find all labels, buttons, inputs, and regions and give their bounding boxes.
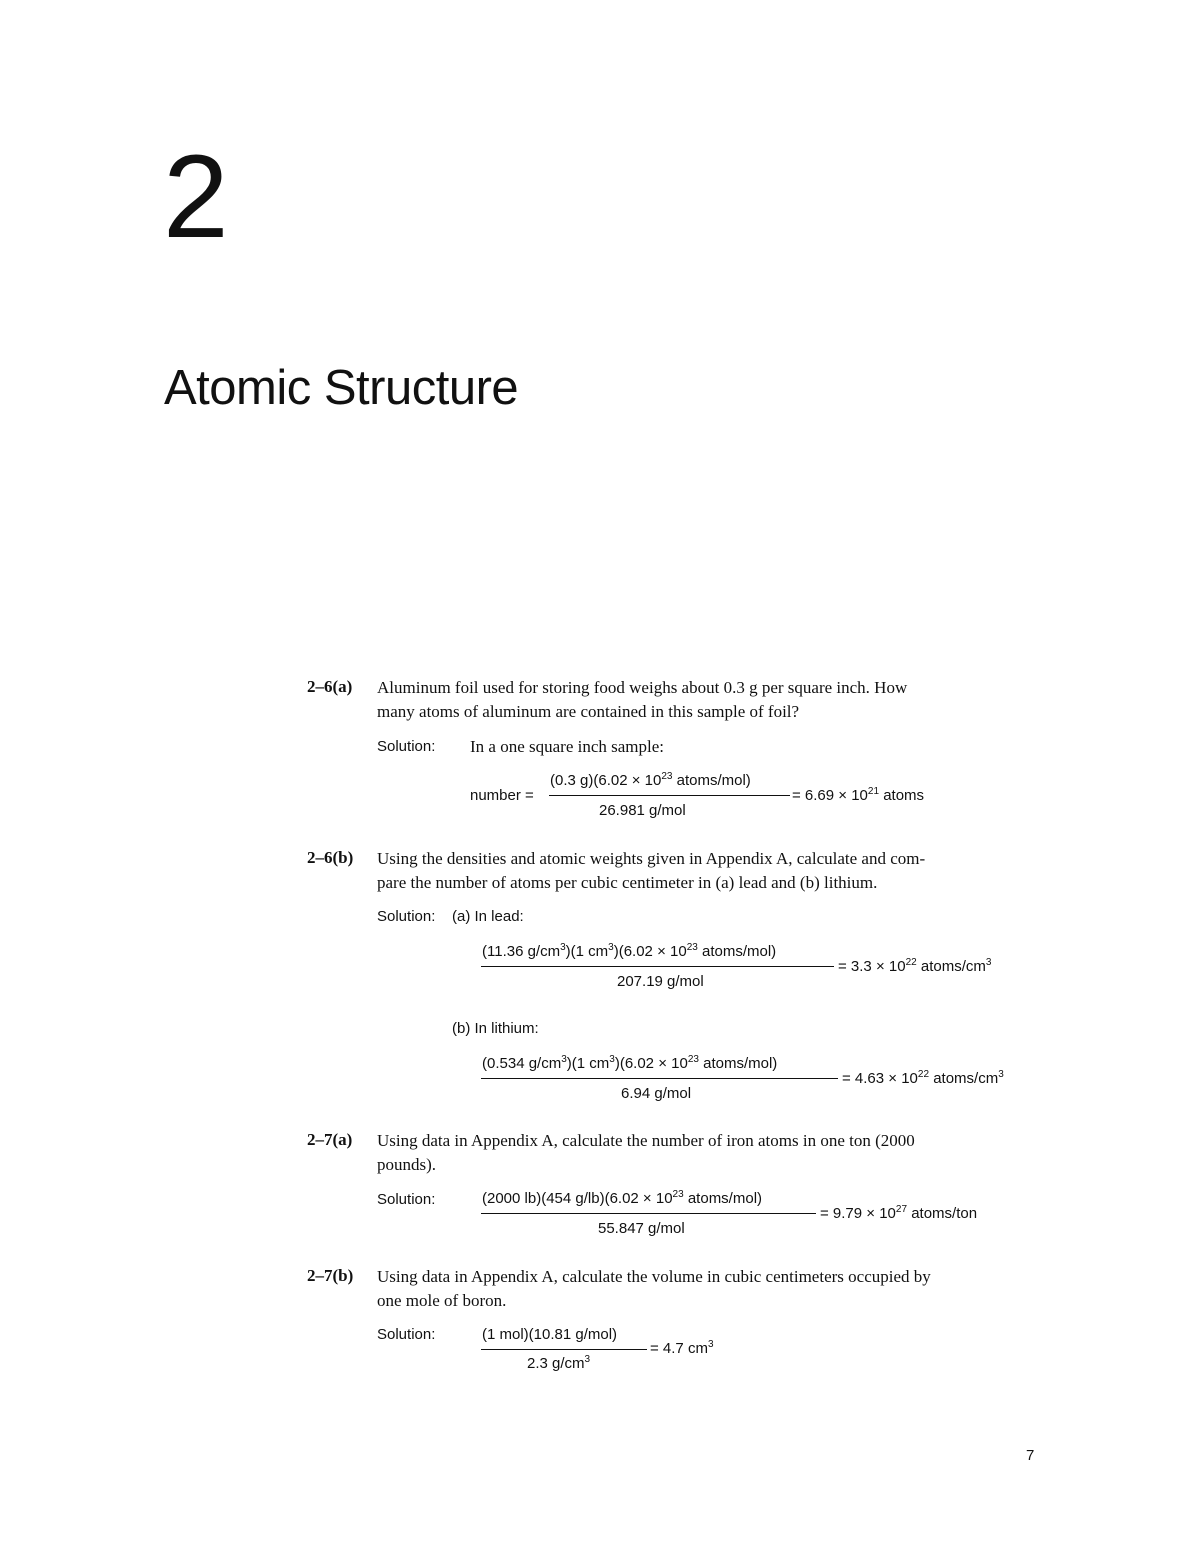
chapter-title: Atomic Structure xyxy=(164,361,519,415)
equation-denominator: 26.981 g/mol xyxy=(599,802,686,819)
fraction-bar xyxy=(481,966,834,967)
equation-result: = 4.7 $cm^3$ xyxy=(650,1339,714,1357)
problem-text-line: pare the number of atoms per cubic centimeter in (a) lead and (b) lithium. xyxy=(377,873,878,892)
equation-result: = $3.3 \times 10^{22}$ atoms/$cm^3$ xyxy=(838,957,992,975)
fraction-bar xyxy=(481,1213,816,1214)
equation-denominator: 207.19 g/mol xyxy=(617,973,704,990)
part-label: (b) In lithium: xyxy=(452,1020,539,1037)
problem-text-line: Using data in Appendix A, calculate the number of iron atoms in one ton (2000 xyxy=(377,1131,915,1150)
solution-label: Solution: xyxy=(377,738,436,755)
fraction-bar xyxy=(481,1078,838,1079)
problem-text-line: Using the densities and atomic weights given in Appendix A, calculate and com- xyxy=(377,849,926,868)
equation-denominator: 55.847 g/mol xyxy=(598,1220,685,1237)
problem-text-line: many atoms of aluminum are contained in this sample of foil? xyxy=(377,702,800,721)
fraction-bar xyxy=(481,1349,647,1350)
problem-id: 2–7(a) xyxy=(307,1130,353,1149)
equation-numerator: (0.3 $g)(6.02 \times 10^{23}$ atoms/mol) xyxy=(550,771,751,789)
problem-id: 2–6(b) xyxy=(307,848,354,867)
equation-result: = $6.69 \times 10^{21}$ atoms xyxy=(792,786,925,804)
equation-numerator: (2000 lb)(454 $g/lb)(6.02 \times 10^{23}$ atoms/mol) xyxy=(482,1189,763,1207)
problem-text-line: pounds). xyxy=(377,1155,437,1174)
problem-text-line: Aluminum foil used for storing food weighs about 0.3 g per square inch. How xyxy=(377,678,908,697)
solution-label: Solution: xyxy=(377,1191,436,1208)
part-label: (a) In lead: xyxy=(452,908,524,925)
solution-label: Solution: xyxy=(377,1326,436,1343)
equation-numerator: (0.534 $g/cm^3)(1$ $cm^3)(6.02 \times 10^{23}$ atoms/mol) xyxy=(482,1054,778,1072)
equation-denominator: 6.94 g/mol xyxy=(621,1085,692,1102)
page-number: 7 xyxy=(1026,1447,1035,1464)
problem-id: 2–7(b) xyxy=(307,1266,354,1285)
problem-text-line: Using data in Appendix A, calculate the volume in cubic centimeters occupied by xyxy=(377,1267,931,1286)
solution-intro: In a one square inch sample: xyxy=(470,737,665,756)
fraction-bar xyxy=(549,795,790,796)
equation-result: = $9.79 \times 10^{27}$ atoms/ton xyxy=(820,1204,978,1222)
equation-denominator: 2.3 $g/cm^3$ xyxy=(527,1354,591,1372)
equation-numerator: (11.36 $g/cm^3)(1$ $cm^3)(6.02 \times 10^{23}$ atoms/mol) xyxy=(482,942,777,960)
problem-text-line: one mole of boron. xyxy=(377,1291,507,1310)
chapter-number: 2 xyxy=(163,131,227,263)
equation-result: = $4.63 \times 10^{22}$ atoms/$cm^3$ xyxy=(842,1069,1004,1087)
solution-label: Solution: xyxy=(377,908,436,925)
equation-numerator: (1 mol)(10.81 g/mol) xyxy=(482,1326,618,1343)
equation-lhs: number = xyxy=(470,787,534,804)
problem-id: 2–6(a) xyxy=(307,677,353,696)
